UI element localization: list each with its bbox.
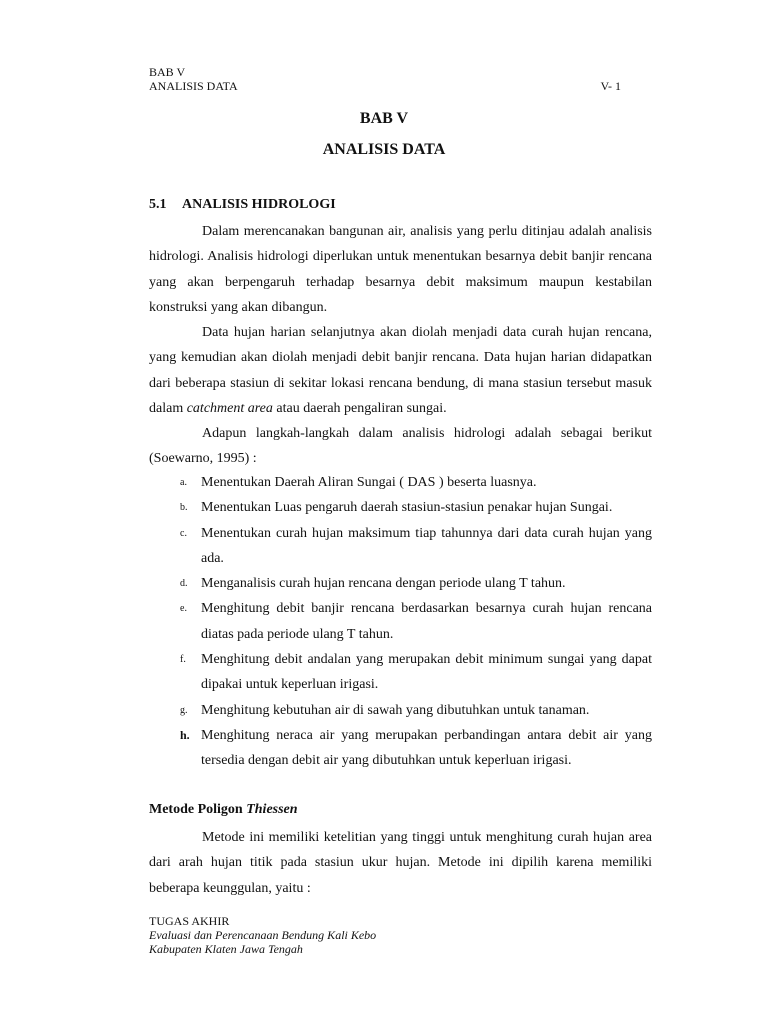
list-item [180, 596, 652, 647]
paragraph-1: Dalam merencanakan bangunan air, analisis yang perlu ditinjau adalah analisis hidrologi. Analisis hidrologi diperlukan untuk menentukan besarnya debit banjir rencana yang akan berpengaruh terhadap besarnya debit maksimum maupun kestabilan konstruksi yang akan dibangun. [149, 224, 652, 315]
running-head-title: ANALISIS DATA [149, 79, 238, 93]
list-item [180, 647, 652, 698]
list-marker: a. [180, 477, 187, 488]
list-item [180, 571, 652, 596]
chapter-subtitle: ANALISIS DATA [322, 141, 446, 158]
paragraph-4: Metode ini memiliki ketelitian yang tinggi untuk menghitung curah hujan area dari arah hujan titik pada stasiun ukur hujan. Metode ini dipilih karena memiliki beberapa keunggulan, yaitu : [149, 830, 652, 896]
steps-list [180, 470, 652, 774]
list-marker: d. [180, 578, 188, 590]
footer-line-1: TUGAS AKHIR [149, 914, 230, 928]
method-heading-text: Metode Poligon [149, 802, 247, 817]
section-title: ANALISIS HIDROLOGI [182, 197, 336, 212]
method-heading [149, 802, 298, 818]
section-number: 5.1 [149, 197, 167, 212]
paragraph-2-italic-term: catchment area [186, 400, 273, 416]
list-marker: e. [180, 603, 187, 615]
list-item [180, 470, 652, 495]
list-marker: h. [180, 727, 190, 742]
list-marker: f. [180, 654, 186, 666]
list-marker: g. [180, 704, 188, 716]
list-item [180, 495, 652, 520]
list-item-text: Menganalisis curah hujan rencana dengan periode ulang T tahun. [201, 576, 566, 592]
paragraph-2 [149, 320, 652, 421]
list-item [180, 698, 652, 723]
list-item [180, 521, 652, 572]
method-heading-italic: Thiessen [246, 802, 298, 817]
list-item [180, 723, 652, 774]
page-footer [149, 914, 376, 956]
paragraph-2-text-b: atau daerah pengaliran sungai. [272, 400, 447, 416]
page-number: V- 1 [600, 79, 621, 93]
list-item-text: Menentukan curah hujan maksimum tiap tahunnya dari data curah hujan yang ada. [201, 525, 652, 566]
footer-line-3: Kabupaten Klaten Jawa Tengah [149, 942, 303, 956]
paragraph-2-text-a: Data hujan harian selanjutnya akan diolah menjadi data curah hujan rencana, yang kemudian akan diolah menjadi debit banjir rencana. Data hujan harian didapatkan dari beberapa stasiun di sekitar lokasi rencana bendung, di mana stasiun tersebut masuk dalam [149, 325, 652, 416]
running-head-chapter: BAB V [149, 65, 186, 79]
list-marker: c. [180, 527, 187, 539]
paragraph-3: Adapun langkah-langkah dalam analisis hidrologi adalah sebagai berikut (Soewarno, 1995) : [149, 426, 652, 467]
list-item-text: Menghitung debit andalan yang merupakan debit minimum sungai yang dapat dipakai untuk keperluan irigasi. [201, 652, 652, 693]
running-head [149, 65, 621, 93]
footer-line-2: Evaluasi dan Perencanaan Bendung Kali Kebo [149, 928, 377, 942]
chapter-title: BAB V [359, 110, 409, 127]
list-item-text: Menghitung kebutuhan air di sawah yang dibutuhkan untuk tanaman. [201, 702, 590, 718]
list-marker: b. [180, 502, 188, 514]
list-item-text: Menghitung neraca air yang merupakan perbandingan antara debit air yang tersedia dengan debit air yang dibutuhkan untuk keperluan irigasi. [201, 727, 652, 769]
section-heading [149, 197, 336, 213]
list-item-text: Menentukan Daerah Aliran Sungai ( DAS ) beserta luasnya. [201, 475, 537, 490]
list-item-text: Menentukan Luas pengaruh daerah stasiun-stasiun penakar hujan Sungai. [201, 500, 613, 516]
list-item-text: Menghitung debit banjir rencana berdasarkan besarnya curah hujan rencana diatas pada periode ulang T tahun. [201, 601, 652, 642]
